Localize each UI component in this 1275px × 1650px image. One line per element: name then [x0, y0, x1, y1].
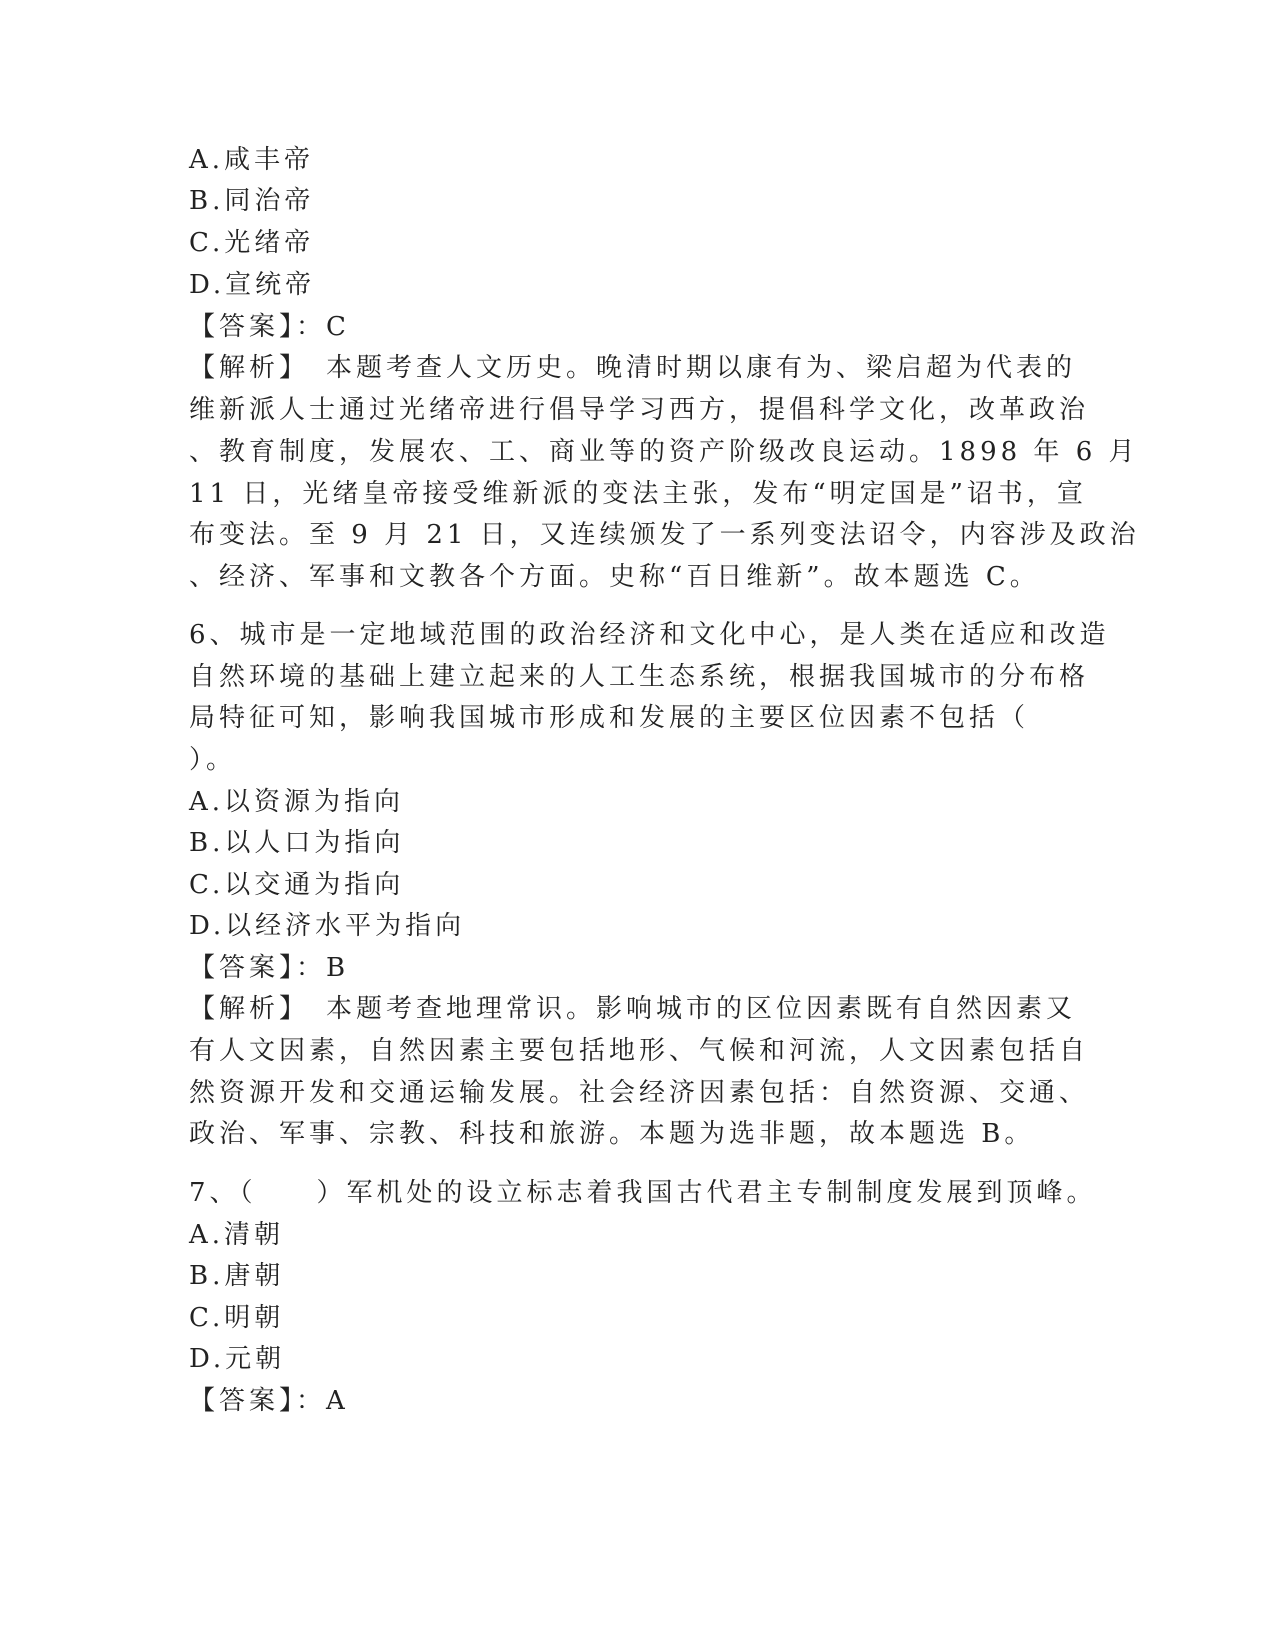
analysis-line: 布变法。至 9 月 21 日，又连续颁发了一系列变法诏令，内容涉及政治: [189, 520, 1140, 550]
analysis-line: 、教育制度，发展农、工、商业等的资产阶级改良运动。1898 年 6 月: [189, 437, 1139, 467]
answer: 【答案】：C: [189, 312, 350, 342]
analysis-line: 然资源开发和交通运输发展。社会经济因素包括：自然资源、交通、: [189, 1078, 1090, 1108]
question-stem-line: 局特征可知，影响我国城市形成和发展的主要区位因素不包括（: [189, 703, 1030, 733]
answer: 【答案】：A: [189, 1386, 349, 1416]
option-a: A.清朝: [189, 1220, 285, 1250]
question-stem-line: 自然环境的基础上建立起来的人工生态系统，根据我国城市的分布格: [189, 662, 1090, 692]
option-d: D.以经济水平为指向: [189, 911, 466, 941]
option-a: A.以资源为指向: [189, 787, 405, 817]
option-c: C.光绪帝: [189, 228, 315, 258]
answer: 【答案】：B: [189, 953, 350, 983]
analysis-line: 【解析】 本题考查人文历史。晚清时期以康有为、梁启超为代表的: [189, 353, 1077, 383]
analysis-line: 【解析】 本题考查地理常识。影响城市的区位因素既有自然因素又: [189, 994, 1077, 1024]
analysis-line: 维新派人士通过光绪帝进行倡导学习西方，提倡科学文化，改革政治: [189, 395, 1090, 425]
question-stem-line: ）。: [189, 745, 237, 775]
option-d: D.宣统帝: [189, 270, 316, 300]
analysis-line: 政治、军事、宗教、科技和旅游。本题为选非题，故本题选 B。: [189, 1119, 1035, 1149]
analysis-line: 、经济、军事和文教各个方面。史称“百日维新”。故本题选 C。: [189, 562, 1040, 592]
option-c: C.以交通为指向: [189, 870, 405, 900]
question-stem-line: 6、城市是一定地域范围的政治经济和文化中心，是人类在适应和改造: [189, 620, 1110, 650]
option-b: B.以人口为指向: [189, 828, 405, 858]
option-a: A.咸丰帝: [189, 145, 315, 175]
option-c: C.明朝: [189, 1303, 285, 1333]
option-b: B.唐朝: [189, 1261, 285, 1291]
analysis-line: 有人文因素，自然因素主要包括地形、气候和河流，人文因素包括自: [189, 1036, 1090, 1066]
analysis-line: 11 日，光绪皇帝接受维新派的变法主张，发布“明定国是”诏书，宣: [189, 479, 1087, 509]
option-b: B.同治帝: [189, 186, 315, 216]
option-d: D.元朝: [189, 1344, 286, 1374]
question-stem: 7、（ ）军机处的设立标志着我国古代君主专制制度发展到顶峰。: [189, 1178, 1097, 1208]
